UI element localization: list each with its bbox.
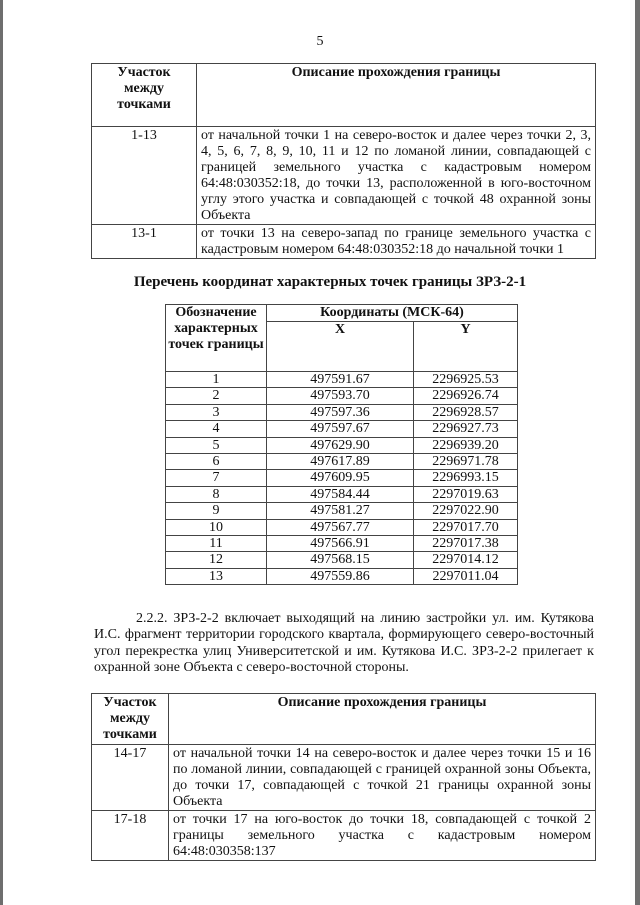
x-cell: 497591.67 <box>267 372 414 388</box>
table-header-row <box>166 305 518 322</box>
y-cell: 2296926.74 <box>414 388 518 404</box>
description-cell: от начальной точки 14 на северо-восток и далее через точки 15 и 16 по ломаной линии, совпадающей с границей охранной зоны Объекта, до точки 17, совпадающей с точкой 21 границы охранной зоны Объекта <box>169 745 596 811</box>
table-row <box>166 454 518 470</box>
table-row <box>166 404 518 420</box>
segment-cell: 13-1 <box>92 225 197 259</box>
table-row <box>166 519 518 535</box>
segment-cell: 1-13 <box>92 127 197 225</box>
y-cell: 2297022.90 <box>414 503 518 519</box>
y-cell: 2296927.73 <box>414 421 518 437</box>
table-row <box>166 388 518 404</box>
header-coords-group: Координаты (МСК-64) <box>267 305 518 322</box>
header-description: Описание прохождения границы <box>197 64 596 127</box>
point-cell: 11 <box>166 536 267 552</box>
x-cell: 497629.90 <box>267 437 414 453</box>
page-number: 5 <box>316 34 324 49</box>
x-cell: 497593.70 <box>267 388 414 404</box>
table-header-row <box>92 64 596 127</box>
scan-edge-left <box>0 0 3 905</box>
table-row <box>166 568 518 584</box>
y-cell: 2297017.70 <box>414 519 518 535</box>
x-cell: 497609.95 <box>267 470 414 486</box>
point-cell: 1 <box>166 372 267 388</box>
table-header-row <box>92 694 596 745</box>
point-cell: 2 <box>166 388 267 404</box>
scan-edge-right <box>635 0 640 905</box>
table-row <box>92 127 596 225</box>
x-cell: 497559.86 <box>267 568 414 584</box>
point-cell: 4 <box>166 421 267 437</box>
y-cell: 2296971.78 <box>414 454 518 470</box>
description-cell: от начальной точки 1 на северо-восток и далее через точки 2, 3, 4, 5, 6, 7, 8, 9, 10, 11 и 12 по ломаной линии, совпадающей с границей земельного участка с кадастровым номером 64:48:030352:18, до точки 13, расположенной в юго-восточном углу этого участка и совпадающей с точкой 48 охранной зоны Объекта <box>197 127 596 225</box>
y-cell: 2296993.15 <box>414 470 518 486</box>
table-row <box>166 536 518 552</box>
y-cell: 2297019.63 <box>414 486 518 502</box>
table-row <box>166 503 518 519</box>
segment-cell: 14-17 <box>92 745 169 811</box>
y-cell: 2297011.04 <box>414 568 518 584</box>
header-segment: Участок между точками <box>92 694 169 745</box>
header-x: X <box>267 322 414 372</box>
x-cell: 497566.91 <box>267 536 414 552</box>
x-cell: 497597.67 <box>267 421 414 437</box>
point-cell: 9 <box>166 503 267 519</box>
description-cell: от точки 17 на юго-восток до точки 18, совпадающей с точкой 2 границы земельного участка с кадастровым номером 64:48:030358:137 <box>169 811 596 861</box>
x-cell: 497567.77 <box>267 519 414 535</box>
table-row <box>166 372 518 388</box>
point-cell: 8 <box>166 486 267 502</box>
paragraph-2-2-2: 2.2.2. ЗРЗ-2-2 включает выходящий на линию застройки ул. им. Кутякова И.С. фрагмент территории городского квартала, формирующего северо-восточный угол перекрестка улиц Университетской и им. Кутякова И.С. ЗРЗ-2-2 прилегает к охранной зоне Объекта с северо-восточной стороны. <box>94 611 594 675</box>
header-point: Обозначение характерных точек границы <box>166 305 267 372</box>
segment-cell: 17-18 <box>92 811 169 861</box>
y-cell: 2297014.12 <box>414 552 518 568</box>
description-cell: от точки 13 на северо-запад по границе земельного участка с кадастровым номером 64:48:030352:18 до начальной точки 1 <box>197 225 596 259</box>
table-row <box>92 811 596 861</box>
point-cell: 10 <box>166 519 267 535</box>
x-cell: 497597.36 <box>267 404 414 420</box>
y-cell: 2296928.57 <box>414 404 518 420</box>
y-cell: 2296925.53 <box>414 372 518 388</box>
y-cell: 2297017.38 <box>414 536 518 552</box>
boundary-table-zrz-2-2 <box>91 693 596 861</box>
coordinates-table <box>165 304 518 585</box>
header-description: Описание прохождения границы <box>169 694 596 745</box>
point-cell: 7 <box>166 470 267 486</box>
y-cell: 2296939.20 <box>414 437 518 453</box>
point-cell: 6 <box>166 454 267 470</box>
table-row <box>166 486 518 502</box>
coords-section-title: Перечень координат характерных точек границы ЗРЗ-2-1 <box>133 274 527 290</box>
boundary-table-zrz-2-1 <box>91 63 596 259</box>
x-cell: 497581.27 <box>267 503 414 519</box>
x-cell: 497568.15 <box>267 552 414 568</box>
table-row <box>92 745 596 811</box>
point-cell: 3 <box>166 404 267 420</box>
point-cell: 12 <box>166 552 267 568</box>
point-cell: 13 <box>166 568 267 584</box>
point-cell: 5 <box>166 437 267 453</box>
x-cell: 497584.44 <box>267 486 414 502</box>
table-row <box>166 552 518 568</box>
table-row <box>166 437 518 453</box>
table-row <box>166 470 518 486</box>
table-row <box>166 421 518 437</box>
x-cell: 497617.89 <box>267 454 414 470</box>
header-y: Y <box>414 322 518 372</box>
table-row <box>92 225 596 259</box>
header-segment: Участок между точками <box>92 64 197 127</box>
